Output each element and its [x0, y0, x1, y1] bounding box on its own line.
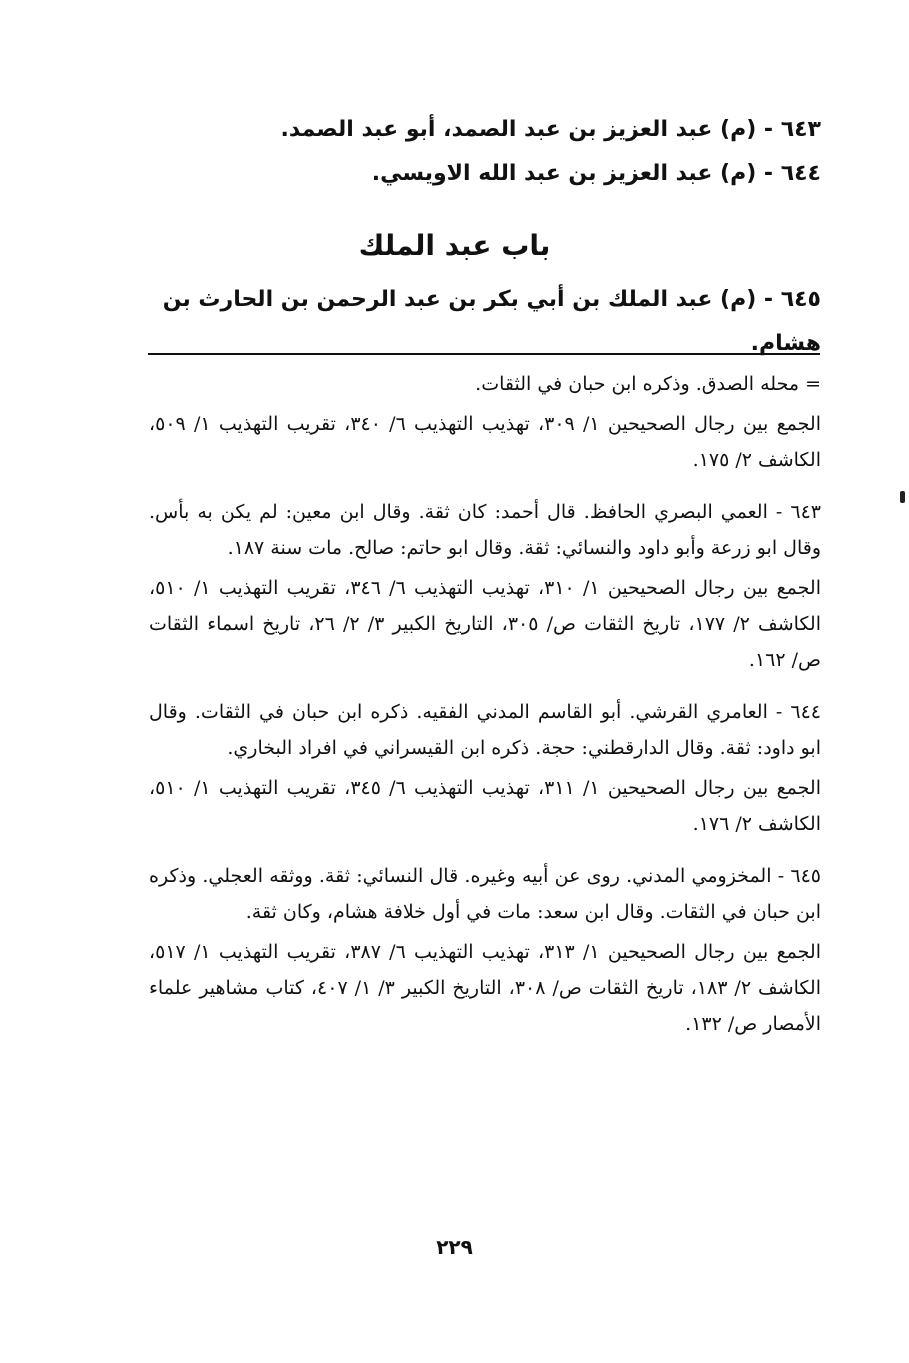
footnote-text: ٦٤٤ - العامري القرشي. أبو القاسم المدني الفقيه. ذكره ابن حبان في الثقات. وقال ابو داود: ثقة. وقال الدارقطني: حجة. ذكره ابن القيسراني في افراد البخاري. — [149, 701, 821, 759]
footnote-645 — [149, 858, 821, 1042]
footnote-text: = محله الصدق. وذكره ابن حبان في الثقات. — [475, 373, 821, 395]
page-number: ٢٢٩ — [436, 1235, 473, 1259]
footnote-references: الجمع بين رجال الصحيحين ١/ ٣١١، تهذيب التهذيب ٦/ ٣٤٥، تقريب التهذيب ١/ ٥١٠، الكاشف ٢/ ١٧٦. — [149, 777, 822, 835]
entry-645: ٦٤٥ - (م) عبد الملك بن أبي بكر بن عبد الرحمن بن الحارث بن هشام. — [162, 287, 821, 356]
footnote-text: ٦٤٥ - المخزومي المدني. روى عن أبيه وغيره. قال النسائي: ثقة. ووثقه العجلي. وذكره ابن حبان في الثقات. وقال ابن سعد: مات في أول خلافة هشام، وكان ثقة. — [149, 865, 821, 923]
footnotes — [149, 366, 821, 1058]
footnote-references: الجمع بين رجال الصحيحين ١/ ٣١٣، تهذيب التهذيب ٦/ ٣٨٧، تقريب التهذيب ١/ ٥١٧، الكاشف ٢/ ١٨٣، تاريخ الثقات ص/ ٣٠٨، التاريخ الكبير ٣/ ١/ ٤٠٧، كتاب مشاهير علماء الأمصار ص/ ١٣٢. — [149, 941, 822, 1035]
footnote-references: الجمع بين رجال الصحيحين ١/ ٣١٠، تهذيب التهذيب ٦/ ٣٤٦، تقريب التهذيب ١/ ٥١٠، الكاشف ٢/ ١٧٧، تاريخ الثقات ص/ ٣٠٥، التاريخ الكبير ٣/ ٢/ ٢٦، تاريخ اسماء الثقات ص/ ١٦٢. — [149, 577, 822, 671]
footnote-text: ٦٤٣ - العمي البصري الحافظ. قال أحمد: كان ثقة. وقال ابن معين: لم يكن به بأس. وقال ابو زرعة وأبو داود والنسائي: ثقة. وقال ابو حاتم: صالح. مات سنة ١٨٧. — [149, 501, 821, 559]
scan-edge-mark — [900, 491, 905, 503]
entry-list — [141, 108, 821, 196]
entry-643: ٦٤٣ - (م) عبد العزيز بن عبد الصمد، أبو عبد الصمد. — [280, 117, 821, 142]
section-heading: باب عبد الملك — [358, 229, 551, 262]
footnote-643 — [149, 494, 821, 678]
footnote-continuation — [149, 366, 821, 478]
footnote-644 — [149, 694, 821, 842]
footnote-references: الجمع بين رجال الصحيحين ١/ ٣٠٩، تهذيب التهذيب ٦/ ٣٤٠، تقريب التهذيب ١/ ٥٠٩، الكاشف ٢/ ١٧٥. — [149, 413, 822, 471]
entry-644: ٦٤٤ - (م) عبد العزيز بن عبد الله الاويسي. — [371, 161, 821, 186]
footnote-divider — [148, 353, 820, 355]
